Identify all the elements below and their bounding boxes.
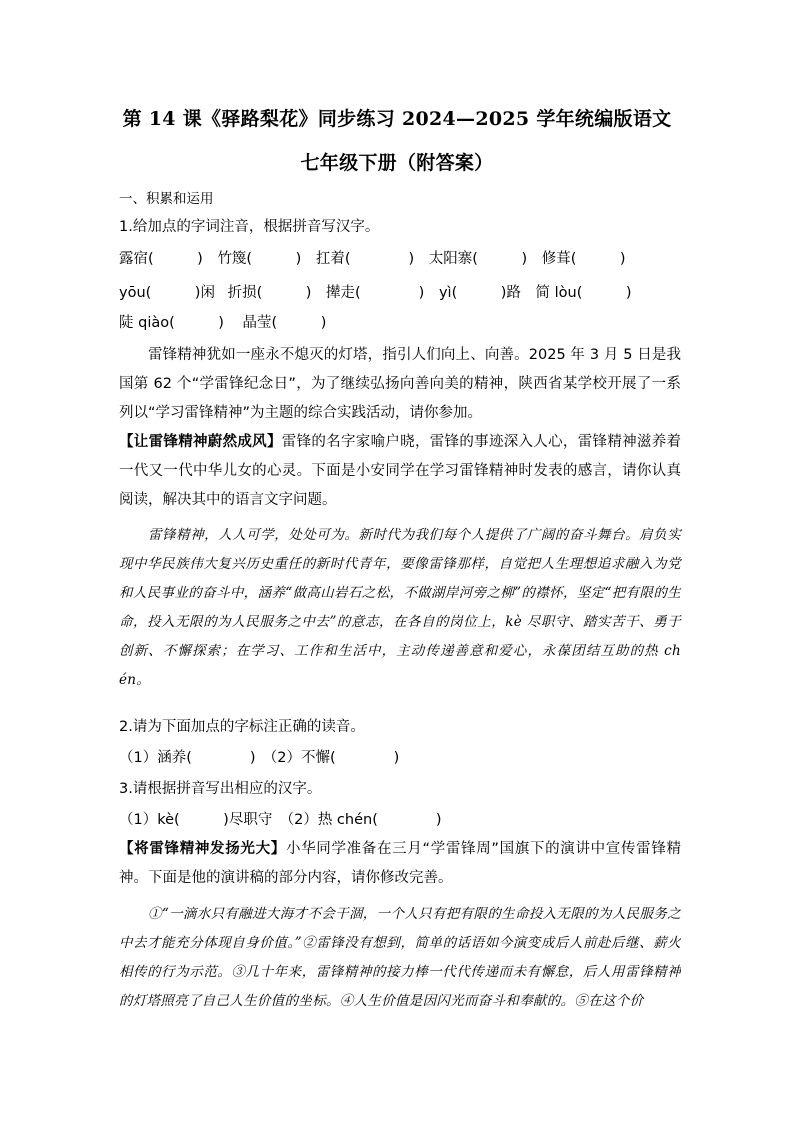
answer-blank[interactable]: 扛着( ) bbox=[315, 251, 415, 267]
question-1-prompt: 1.给加点的字词注音，根据拼音写汉字。 bbox=[119, 219, 380, 235]
question-1-row-3 bbox=[119, 311, 326, 332]
answer-blank[interactable]: 陡 qiào( ) bbox=[119, 315, 224, 331]
part-1-text: 雷锋的名字家喻户晓，雷锋的事迹深入人心，雷锋精神滋养着一代又一代中华儿女的心灵。下面是小安同学在学习雷锋精神时发表的感言，请你认真阅读，解决其中的语言文字问题。 bbox=[119, 434, 682, 508]
question-3-items[interactable]: （1）kè( )尽职守 （2）热 chén( ) bbox=[119, 812, 442, 828]
part-2-heading: 【将雷锋精神发扬光大】 bbox=[119, 841, 286, 857]
answer-blank[interactable]: 修葺( ) bbox=[541, 251, 626, 267]
answer-blank[interactable]: 露宿( ) bbox=[119, 251, 203, 267]
answer-blank[interactable]: 竹篾( ) bbox=[217, 251, 302, 267]
answer-blank[interactable]: 简 lòu( ) bbox=[535, 285, 632, 301]
answer-blank[interactable]: 撵走( ) bbox=[326, 285, 425, 301]
question-1-row-1 bbox=[119, 247, 626, 268]
answer-blank[interactable]: 太阳寨( ) bbox=[428, 251, 528, 267]
answer-blank[interactable]: yì( )路 bbox=[438, 285, 521, 301]
question-1-row-2 bbox=[119, 281, 632, 302]
answer-blank[interactable]: 晶莹( ) bbox=[242, 315, 327, 331]
part-1-paragraph bbox=[119, 428, 681, 515]
question-2-prompt: 2.请为下面加点的字标注正确的读音。 bbox=[119, 719, 365, 735]
part-2-paragraph bbox=[119, 835, 681, 893]
question-3-prompt: 3.请根据拼音写出相应的汉字。 bbox=[119, 781, 322, 797]
answer-blank[interactable]: yōu( )闲 bbox=[119, 285, 215, 301]
document-title-line2: 七年级下册（附答案） bbox=[300, 152, 494, 174]
passage-2: ①“一滴水只有融进大海才不会干涸，一个人只有把有限的生命投入无限的为人民服务之中去才能充分体现自身价值。”②雷锋没有想到，简单的话语如今演变成后人前赴后继、薪火相传的行为示范。③几十年来，雷锋精神的接力棒一代代传递而未有懈怠，后人用雷锋精神的灯塔照亮了自己人生价值的坐标。④人生价值是因闪光而奋斗和奉献的。⑤在这个价 bbox=[119, 906, 681, 1009]
part-2-text: 小华同学准备在三月“学雷锋周”国旗下的演讲中宣传雷锋精神。下面是他的演讲稿的部分内容，请你修改完善。 bbox=[119, 841, 682, 886]
question-2-items[interactable]: （1）涵养( ) （2）不懈( ) bbox=[119, 750, 400, 766]
document-title-line1: 第 14 课《驿路梨花》同步练习 2024—2025 学年统编版语文 bbox=[122, 108, 672, 130]
answer-blank[interactable]: 折损( ) bbox=[227, 285, 312, 301]
section-heading: 一、积累和运用 bbox=[119, 191, 214, 207]
intro-paragraph: 雷锋精神犹如一座永不熄灭的灯塔，指引人们向上、向善。2025 年 3 月 5 日是我国第 62 个“学雷锋纪念日”，为了继续弘扬向善向美的精神，陕西省某学校开展了一系列以“学习雷锋精神”为主题的综合实践活动，请你参加。 bbox=[119, 347, 681, 421]
part-1-heading: 【让雷锋精神蔚然成风】 bbox=[119, 434, 282, 450]
passage-1: 雷锋精神，人人可学，处处可为。新时代为我们每个人提供了广阔的奋斗舞台。肩负实现中华民族伟大复兴历史重任的新时代青年，要像雷锋那样，自觉把人生理想追求融入为党和人民事业的奋斗中，涵养“做高山岩石之松，不做湖岸河旁之柳”的襟怀，坚定“把有限的生命，投入无限的为人民服务之中去”的意志，在各自的岗位上，kè 尽职守、踏实苦干、勇于创新、不懈探索；在学习、工作和生活中，主动传递善意和爱心，永葆团结互助的热 ch én。 bbox=[119, 527, 681, 688]
